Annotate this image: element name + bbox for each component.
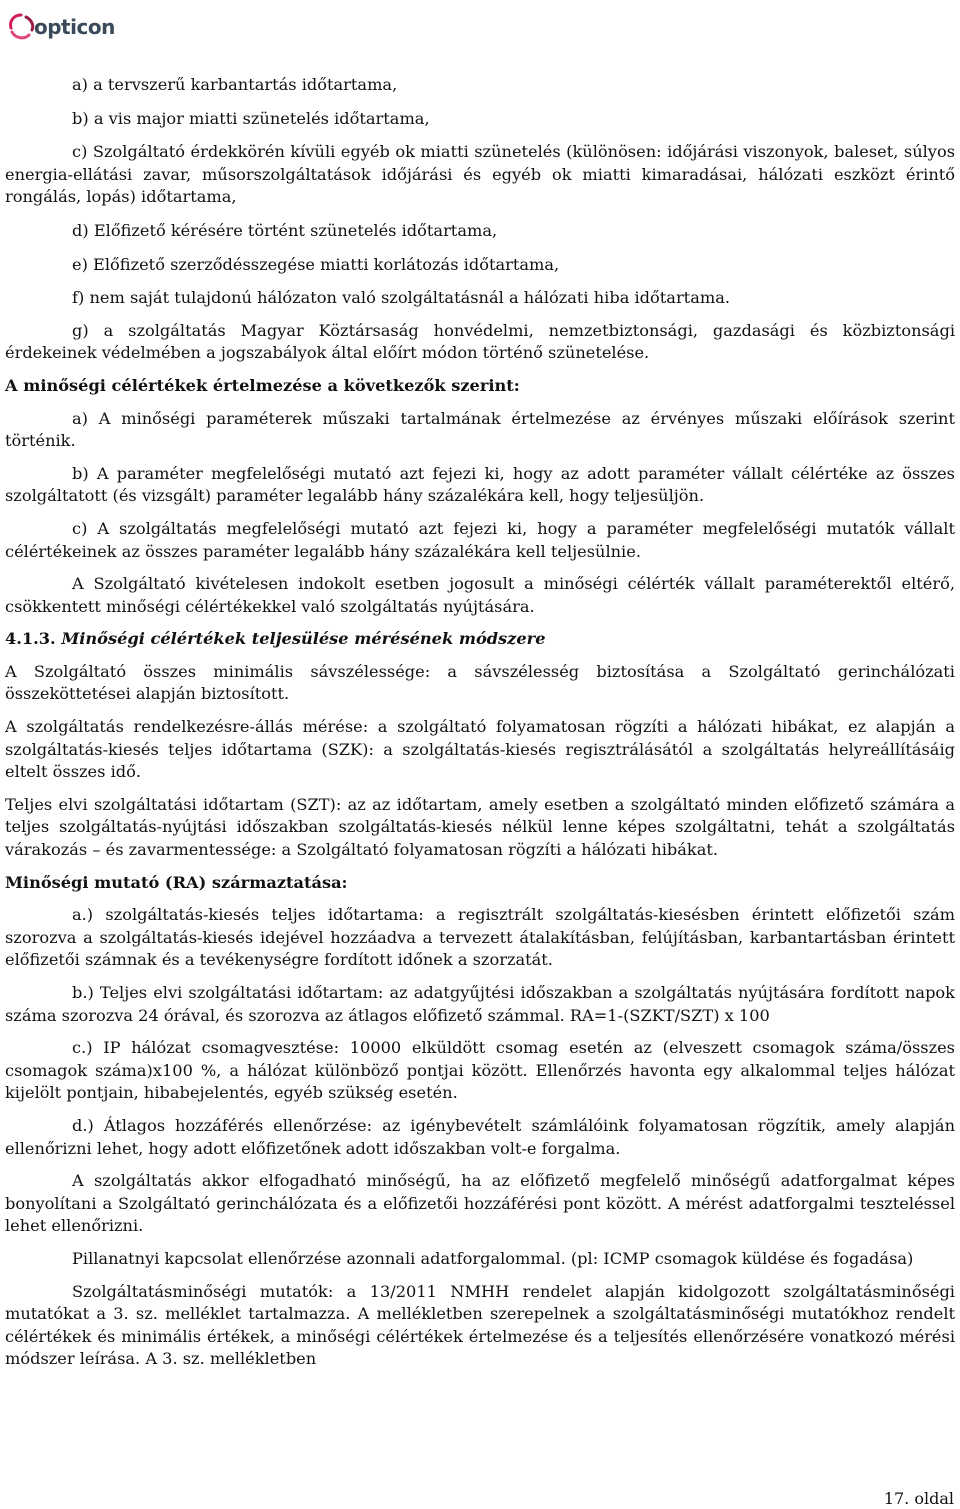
section-title: Minőségi célértékek teljesülése mérésének módszere: [61, 629, 546, 649]
item-b: b) a vis major miatti szünetelés időtartama,: [72, 108, 430, 128]
ra-item-d: d.) Átlagos hozzáférés ellenőrzése: az igénybevételt számlálóink folyamatosan rögzítik, amely alapján ellenőrizni lehet, hogy adott előfizetőnek adott időszakban volt-e forgalma.: [5, 1115, 955, 1158]
opticon-logo: [6, 10, 115, 44]
logo-swirl-icon: [6, 12, 36, 42]
quality-item-c: c) A szolgáltatás megfelelőségi mutató azt fejezi ki, hogy a paraméter megfelelőségi mutatók vállalt célértékeinek az összes paraméter legalább hány százalékára kell teljesülnie.: [5, 518, 955, 561]
item-e: e) Előfizető szerződésszegése miatti korlátozás időtartama,: [72, 254, 560, 274]
quality-item-b: b) A paraméter megfelelőségi mutató azt fejezi ki, hogy az adott paraméter vállalt célértéke az összes szolgáltatott (és vizsgált) paraméter legalább hány százalékára kell, hogy teljesüljön.: [5, 463, 955, 506]
quality-item-a: a) A minőségi paraméterek műszaki tartalmának értelmezése az érvényes műszaki előírások szerint történik.: [5, 408, 955, 451]
quality-heading: A minőségi célértékek értelmezése a következők szerint:: [5, 375, 520, 395]
item-a: a) a tervszerű karbantartás időtartama,: [72, 75, 398, 94]
item-f: f) nem saját tulajdonú hálózaton való szolgáltatásnál a hálózati hiba időtartama.: [72, 288, 730, 308]
quality-exception: A Szolgáltató kivételesen indokolt esetben jogosult a minőségi célérték vállalt paraméterektől eltérő, csökkentett minőségi célértékekkel való szolgáltatás nyújtására.: [5, 574, 955, 616]
ra-item-a: a.) szolgáltatás-kiesés teljes időtartama: a regisztrált szolgáltatás-kiesésben érintett előfizetői szám szorozva a szolgáltatás-kiesés idejével hozzáadva a tervezett átalakításban, felújításban, karbantartásban érintett előfizetői számnak és a tevékenységre fordított időnek a szorzatát.: [5, 905, 955, 970]
page-number: 17. oldal: [883, 1489, 954, 1508]
item-d: d) Előfizető kérésére történt szünetelés időtartama,: [72, 220, 498, 240]
availability-paragraph: A szolgáltatás rendelkezésre-állás mérése: a szolgáltató folyamatosan rögzíti a hálózati hibákat, ez alapján a szolgáltatás-kiesés teljes időtartama (SZK): a szolgáltatás-kiesés regisztrálásától a szolgáltatás helyreállításáig eltelt összes idő.: [5, 717, 955, 782]
nmhh-paragraph: Szolgáltatásminőségi mutatók: a 13/2011 NMHH rendelet alapján kidolgozott szolgáltatásminőségi mutatókat a 3. sz. melléklet tartalmazza. A mellékletben szerepelnek a szolgáltatásminőségi mutatókhoz rendelt célértékek és minimális értékek, a minőségi célértékek értelmezése és a teljesítés ellenőrzésére vonatkozó mérési módszer leírása. A 3. sz. mellékletben: [5, 1281, 955, 1369]
item-c: c) Szolgáltató érdekkörén kívüli egyéb ok miatti szünetelés (különösen: időjárási viszonyok, baleset, súlyos energia-ellátási zavar, műsorszolgáltatások időjárási és egyéb ok miatti kimaradásai, hálózati eszközt érintő rongálás, lopás) időtartama,: [5, 142, 955, 207]
ra-heading: Minőségi mutató (RA) származtatása:: [5, 872, 348, 892]
bandwidth-paragraph: A Szolgáltató összes minimális sávszélessége: a sávszélesség biztosítása a Szolgáltató gerinchálózati összeköttetései alapján biztosított.: [5, 661, 955, 704]
section-number: 4.1.3.: [5, 629, 56, 649]
ra-item-c: c.) IP hálózat csomagvesztése: 10000 elküldött csomag esetén az (elveszett csomagok száma/összes csomagok száma)x100 %, a hálózat különböző pontjai között. Ellenőrzés havonta egy alkalommal teljes hálózat kijelölt pontjain, hibabejelentés, egyéb szükség esetén.: [5, 1038, 955, 1103]
szt-paragraph: Teljes elvi szolgáltatási időtartam (SZT): az az időtartam, amely esetben a szolgáltató minden előfizető számára a teljes szolgáltatás-nyújtási időszakban szolgáltatás-kiesés nélkül lenne képes szolgáltatni, tehát a szolgáltatás várakozás – és zavarmentessége: a Szolgáltató folyamatosan rögzíti a hálózati hibákat.: [5, 794, 955, 860]
logo-text: opticon: [34, 15, 115, 39]
document-body: [5, 74, 955, 1371]
section-heading: [5, 628, 955, 651]
ra-item-b: b.) Teljes elvi szolgáltatási időtartam: az adatgyűjtési időszakban a szolgáltatás nyújtására fordított napok száma szorozva 24 órával, és szorozva az átlagos előfizető számmal. RA=1-(SZKT/SZT) x 100: [5, 983, 955, 1025]
acceptable-quality-paragraph: A szolgáltatás akkor elfogadható minőségű, ha az előfizető megfelelő minőségű adatforgalmat képes bonyolítani a Szolgáltató gerinchálózata és a előfizetői hozzáférési pont között. A mérést adatforgalmi teszteléssel lehet ellenőrizni.: [5, 1171, 955, 1236]
icmp-paragraph: Pillanatnyi kapcsolat ellenőrzése azonnali adatforgalommal. (pl: ICMP csomagok küldése és fogadása): [72, 1248, 914, 1268]
item-g: g) a szolgáltatás Magyar Köztársaság honvédelmi, nemzetbiztonsági, gazdasági és közbiztonsági érdekeinek védelmében a jogszabályok által előírt módon történő szünetelése.: [5, 320, 955, 363]
